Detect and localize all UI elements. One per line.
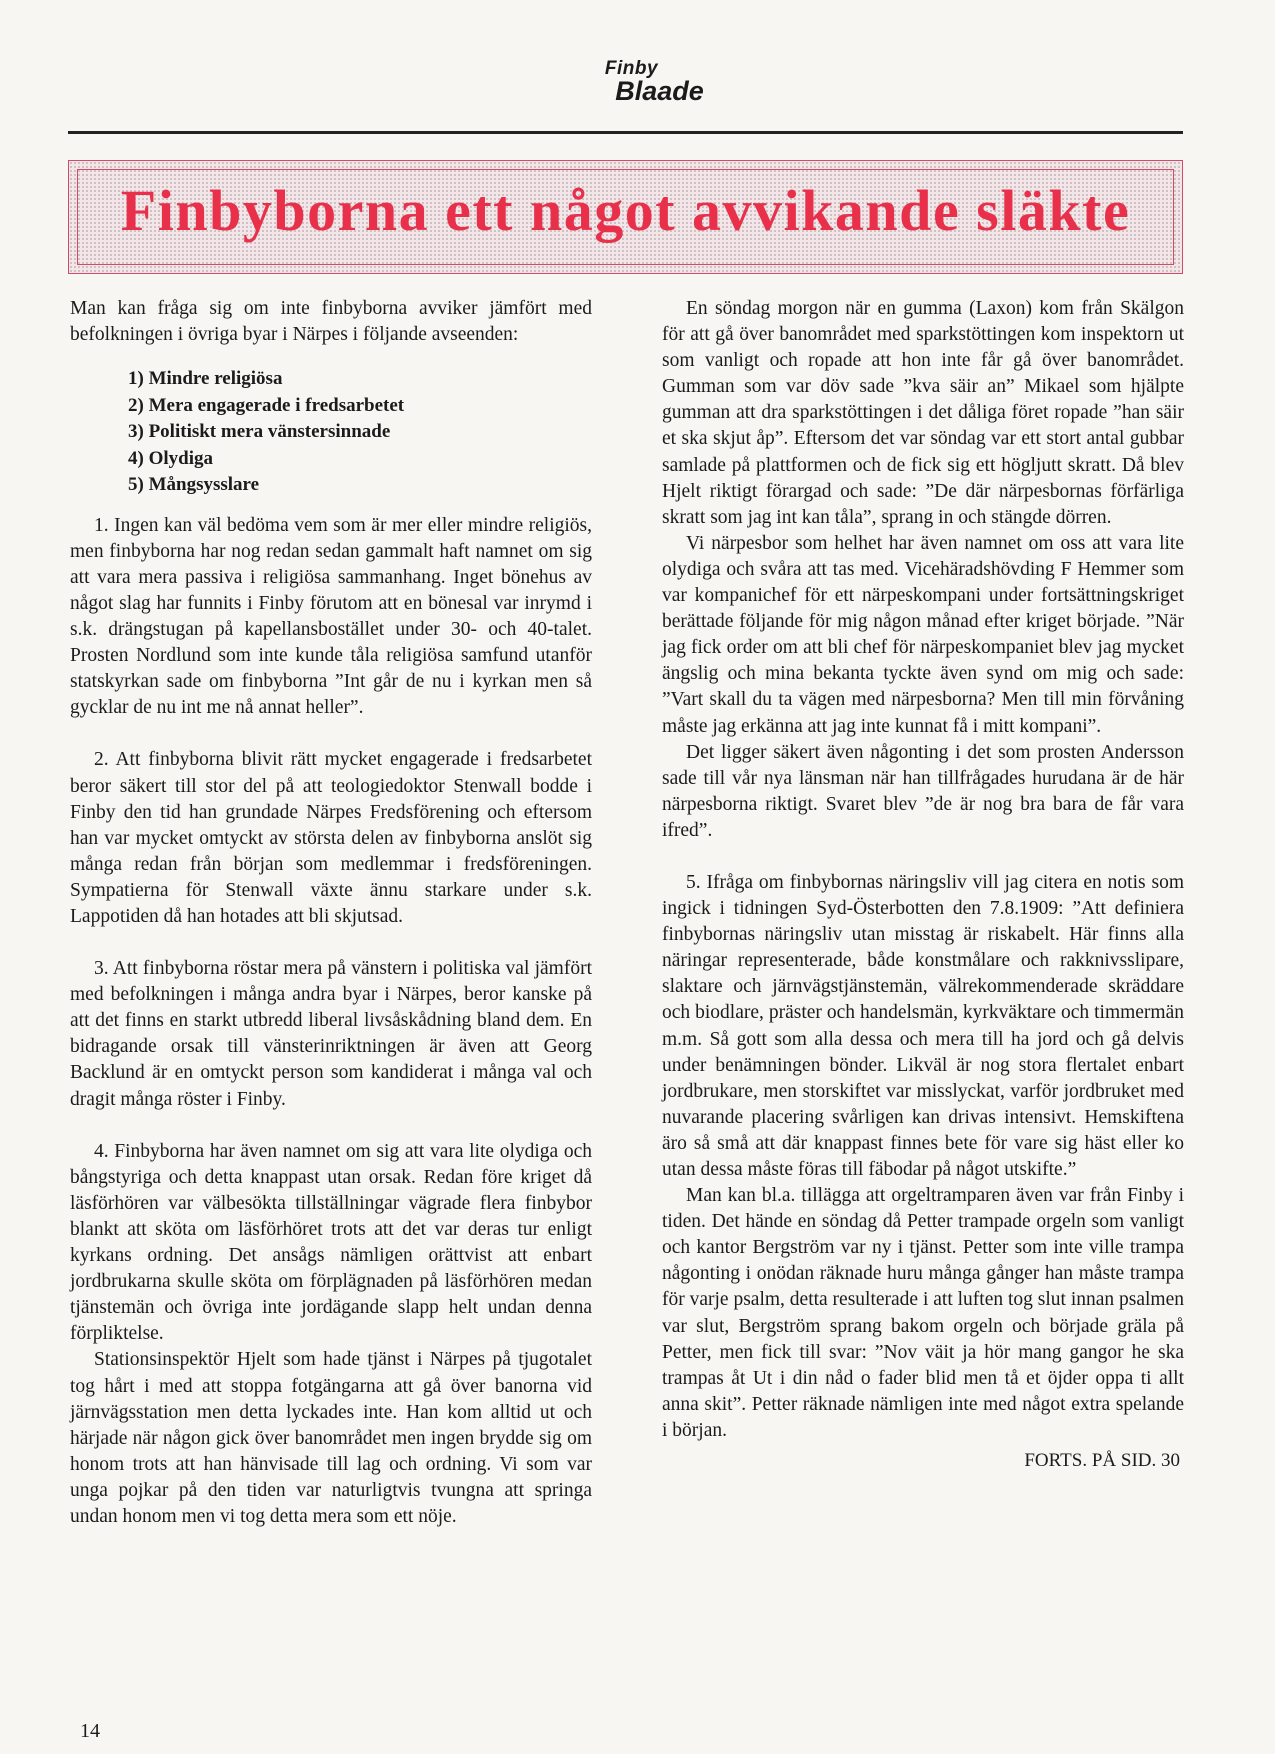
masthead <box>0 58 1275 107</box>
masthead-line-2: Blaade <box>615 76 704 106</box>
left-column <box>70 296 592 1530</box>
trait-list <box>128 366 592 499</box>
paragraph-andersson: Det ligger säkert även någonting i det som prosten Andersson sade till vår nya länsman när han tillfrågades hurudana är de här närpesborna riktigt. Svaret blev ”de är nog bra bara de får vara ifred”. <box>662 741 1184 841</box>
right-column <box>662 296 1184 1474</box>
list-item: 1) Mindre religiösa <box>128 368 283 390</box>
article-title: Finbyborna ett något avvikande släkte <box>120 178 1131 243</box>
intro-paragraph: Man kan fråga sig om inte finbyborna avviker jämfört med befolkningen i övriga byar i Närpes i följande avseenden: <box>70 298 592 346</box>
paragraph-disobedience: 4. Finbyborna har även namnet om sig att vara lite olydiga och bångstyriga och detta knappast utan orsak. Redan före kriget då läsförhören var välbesökta tillställningar vägrade flera finbybor blankt att sköta om läsförhöret trots att det var deras tur enligt kyrkans ordning. Det ansågs nämligen orättvist att enbart jordbrukarna skulle sköta om förplägnaden på läsförhören medan tjänstemän och övriga inte jordägande slapp helt undan denna förpliktelse. <box>70 1140 592 1345</box>
masthead-line-1: Finby <box>604 58 659 79</box>
paragraph-laxon: En söndag morgon när en gumma (Laxon) kom från Skälgon för att gå över banområdet med sparkstöttingen kom inspektorn ut som vanligt och ropade att hon inte får gå över banområdet. Gumman som var döv sade ”kva säir an” Mikael som hjälpte gumman att dra sparkstöttingen i det dåliga föret ropade ”han säir et ska skjut åp”. Eftersom det var söndag var ett stort antal gubbar samlade på plattformen och de fick sig ett högljutt skratt. Då blev Hjelt riktigt förargad och sade: ”De där närpesbornas förfärliga skratt som jag int kan tåla”, sprang in och stängde dörren. <box>662 298 1184 528</box>
page-number: 14 <box>80 1720 100 1742</box>
list-item: 2) Mera engagerade i fredsarbetet <box>128 394 405 416</box>
list-item: 5) Mångsysslare <box>128 474 260 496</box>
paragraph-livelihood: 5. Ifråga om finbybornas näringsliv vill jag citera en notis som ingick i tidningen Syd-Österbotten den 7.8.1909: ”Att definiera finbybornas näringsliv utan misstag är riskabelt. Här finns alla näringar representerade, både konstmålare och rakknivsslipare, slaktare och järnvägstjänstemän, välrekommenderade skräddare och biodlare, präster och handelsmän, kyrkväktare och timmermän m.m. Så gott som alla dessa och mera till ha jord och gå delvis under benämningen bönder. Likväl är nog stora flertalet enbart jordbrukare, men storskiftet var misslyckat, varför jordbruket med nuvarande placering svårligen kan drivas intensivt. Hemskiftena äro så små att där knappast finnes bete för vare sig häst eller ko utan dessa måste föras till fäbodar på något utskifte.” <box>662 871 1184 1180</box>
header-rule <box>68 131 1183 134</box>
paragraph-organ: Man kan bl.a. tillägga att orgeltramparen även var från Finby i tiden. Det hände en söndag då Petter trampade orgeln som vanligt och kantor Bergström var ny i tjänst. Petter som inte ville trampa någonting i onödan räknade huru många gånger han måste trampa för varje psalm, detta resulterade i att luften tog slut innan psalmen var slut, Bergström sprang bakom orgeln och började gräla på Petter, men fick till svar: ”Nov väit ja hör mang gangor he ska trampas åt Ut i din nåd o fader blid men tå et öjder oppa ti allt anna skit”. Petter räknade nämligen inte med något extra spelande i början. <box>662 1185 1185 1441</box>
paragraph-hjelt: Stationsinspektör Hjelt som hade tjänst i Närpes på tjugotalet tog hårt i med att stoppa fotgängarna att gå över banorna vid järnvägsstation men detta lyckades inte. Han kom alltid ut och härjade när någon gick över banområdet men ingen brydde sig om honom trots att han hänvisade till lag och ordning. Vi som var unga pojkar på den tiden var naturligtvis tvungna att springa undan honom men vi tog detta mera som ett nöje. <box>70 1349 592 1527</box>
spacer <box>70 721 592 747</box>
title-banner <box>68 160 1183 274</box>
list-item: 4) Olydiga <box>128 447 213 469</box>
list-item: 3) Politiskt mera vänstersinnade <box>128 421 391 443</box>
spacer <box>70 930 592 956</box>
continued-note: FORTS. PÅ SID. 30 <box>1024 1450 1180 1472</box>
paragraph-hemmer: Vi närpesbor som helhet har även namnet om oss att vara lite olydiga och svåra att tas med. Vicehäradshövding F Hemmer som var kompanichef för ett närpeskompani under fortsättningskriget berättade följande för mig någon månad efter kriget började. ”När jag fick order om att bli chef för närpeskompaniet blev jag mycket ängslig och mina bekanta tyckte även synd om mig och sade: ”Vart skall du ta vägen med närpesborna? Men till min förvåning måste jag erkänna att jag inte kunnat få i mitt kompani”. <box>662 532 1184 737</box>
paragraph-politics: 3. Att finbyborna röstar mera på vänstern i politiska val jämfört med befolkningen i många andra byar i Närpes, beror kanske på att det finns en starkt utbredd liberal livsåskådning bland dem. En bidragande orsak till vänsterinriktningen är även att Georg Backlund är en omtyckt person som kandiderat i många val och dragit många röster i Finby. <box>70 958 592 1110</box>
paragraph-religion: 1. Ingen kan väl bedöma vem som är mer eller mindre religiös, men finbyborna har nog redan sedan gammalt haft namnet om sig att vara mera passiva i religiösa sammanhang. Inget bönehus av något slag har funnits i Finby förutom att en bönesal var inrymd i s.k. drängstugan på kapellansbostället under 30- och 40-talet. Prosten Nordlund som inte kunde tåla religiösa samfund utanför statskyrkan sade om finbyborna ”Int går de nu i kyrkan men så gycklar de nu int me nå annat heller”. <box>70 514 592 719</box>
spacer <box>662 844 1184 870</box>
spacer <box>70 1113 592 1139</box>
paragraph-peace: 2. Att finbyborna blivit rätt mycket engagerade i fredsarbetet beror säkert till stor del på att teologiedoktor Stenwall bodde i Finby den tid han grundade Närpes Fredsförening och eftersom han var mycket omtyckt av största delen av finbyborna anslöt sig många redan från början som medlemmar i fredsföreningen. Sympatierna för Stenwall växte ännu starkare under s.k. Lappotiden då han hotades att bli skjutsad. <box>70 749 592 927</box>
